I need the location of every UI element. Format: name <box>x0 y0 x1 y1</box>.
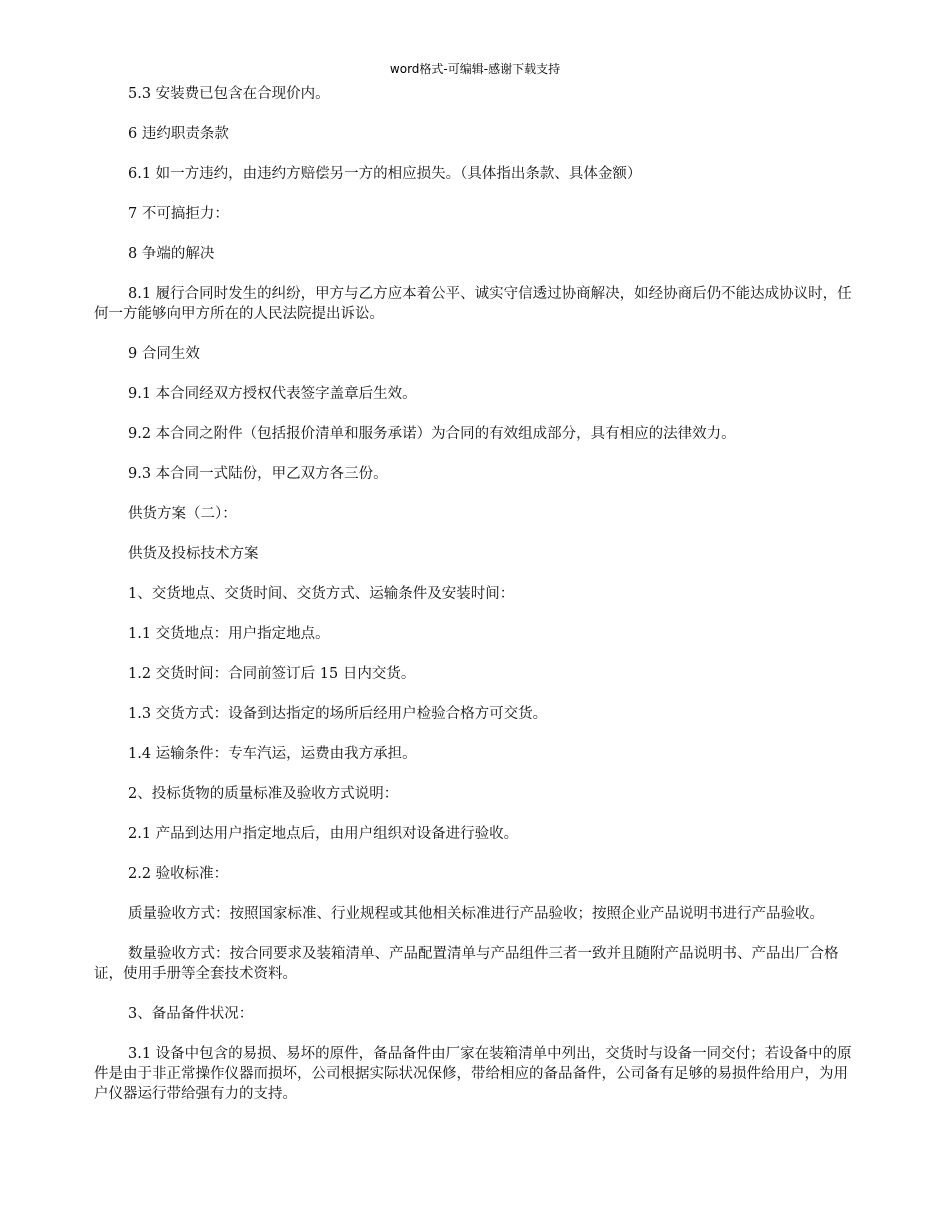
paragraph: 9.2 本合同之附件（包括报价清单和服务承诺）为合同的有效组成部分，具有相应的法律效力。 <box>128 426 736 442</box>
section-heading: 8 争端的解决 <box>128 246 215 262</box>
section-heading: 9 合同生效 <box>128 346 200 362</box>
paragraph: 1.1 交货地点：用户指定地点。 <box>128 626 330 642</box>
paragraph: 1.4 运输条件：专车汽运，运费由我方承担。 <box>128 746 417 762</box>
paragraph: 9.3 本合同一式陆份，甲乙双方各三份。 <box>128 466 388 482</box>
section-heading: 3、备品备件状况： <box>128 1006 254 1022</box>
paragraph: 5.3 安装费已包含在合现价内。 <box>128 86 330 102</box>
paragraph: 1.3 交货方式：设备到达指定的场所后经用户检验合格方可交货。 <box>128 706 548 722</box>
paragraph: 9.1 本合同经双方授权代表签字盖章后生效。 <box>128 386 417 402</box>
paragraph: 3.1 设备中包含的易损、易坏的原件，备品备件由厂家在装箱清单中列出，交货时与设备一同交付；若设备中的原件是由于非正常操作仪器而损坏，公司根据实际状况保修，带给相应的备品备件，公司备有足够的易损件给用户，为用户仪器运行带给强有力的支持。 <box>94 1046 852 1102</box>
section-heading: 2、投标货物的质量标准及验收方式说明： <box>128 786 399 802</box>
page-header: word格式-可编辑-感谢下载支持 <box>389 62 561 76</box>
section-heading: 1、交货地点、交货时间、交货方式、运输条件及安装时间： <box>128 586 515 602</box>
paragraph: 1.2 交货时间：合同前签订后 15 日内交货。 <box>128 666 416 682</box>
section-heading: 6 违约职责条款 <box>128 126 229 142</box>
document-body <box>94 84 854 1123</box>
paragraph: 8.1 履行合同时发生的纠纷，甲方与乙方应本着公平、诚实守信透过协商解决，如经协商后仍不能达成协议时，任何一方能够向甲方所在的人民法院提出诉讼。 <box>94 286 852 322</box>
paragraph: 质量验收方式：按照国家标准、行业规程或其他相关标准进行产品验收；按照企业产品说明书进行产品验收。 <box>128 906 824 922</box>
section-heading: 供货方案（二）： <box>128 506 237 522</box>
paragraph: 数量验收方式：按合同要求及装箱清单、产品配置清单与产品组件三者一致并且随附产品说明书、产品出厂合格证，使用手册等全套技术资料。 <box>94 946 839 982</box>
section-heading: 7 不可搞拒力： <box>128 206 229 222</box>
paragraph: 2.1 产品到达用户指定地点后，由用户组织对设备进行验收。 <box>128 826 519 842</box>
paragraph: 2.2 验收标准： <box>128 866 229 882</box>
paragraph: 6.1 如一方违约，由违约方赔偿另一方的相应损失。（具体指出条款、具体金额） <box>128 166 642 182</box>
section-heading: 供货及投标技术方案 <box>128 546 259 562</box>
